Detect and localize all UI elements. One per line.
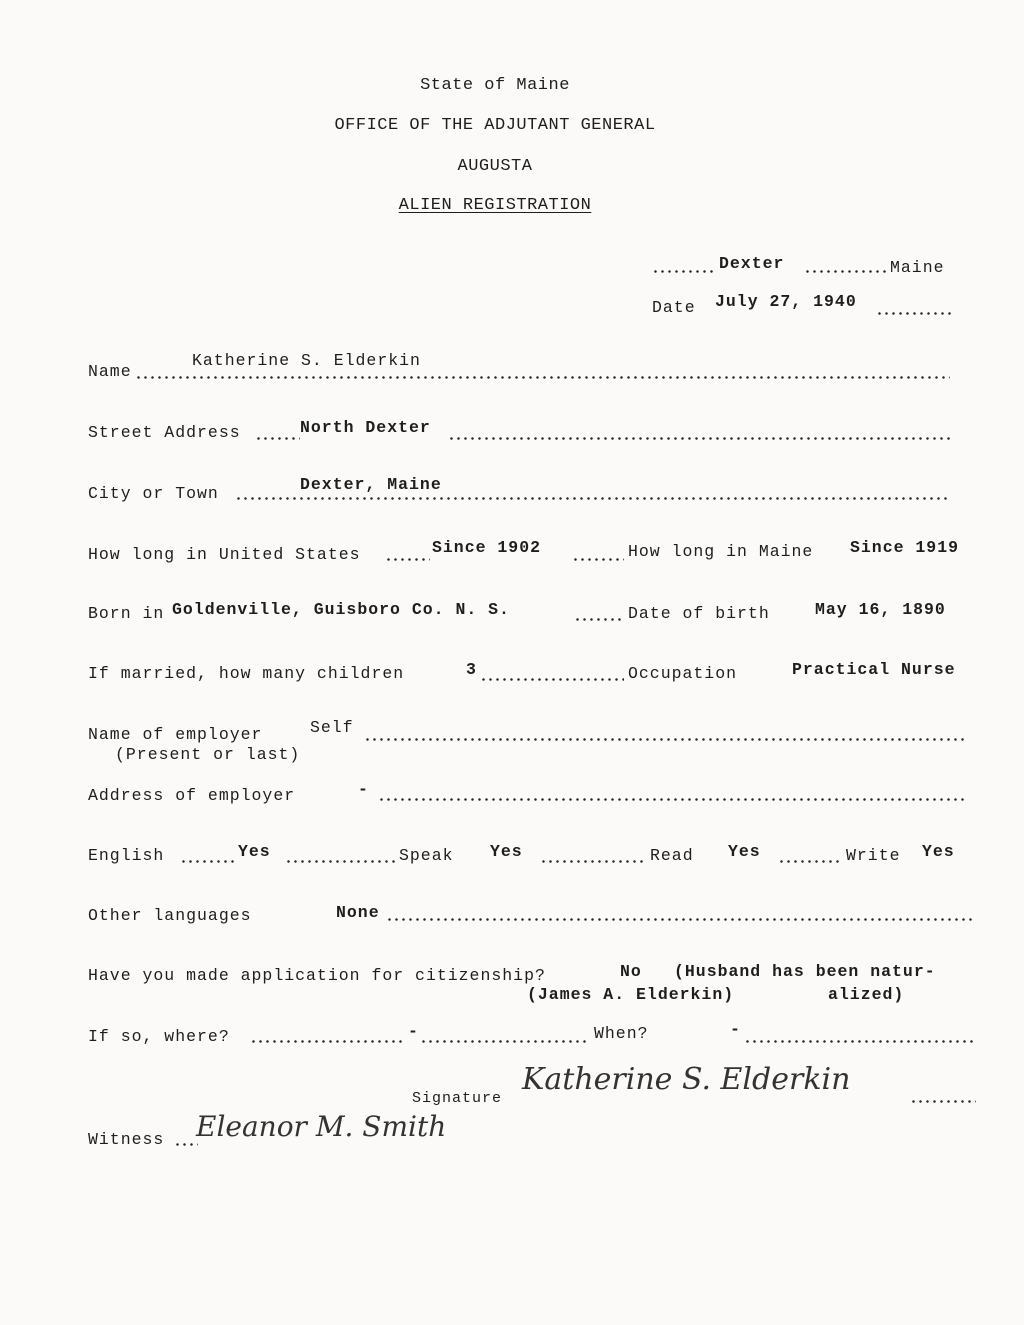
read-value: Yes	[728, 842, 761, 861]
us-label: How long in United States	[88, 545, 361, 564]
dot-leader	[174, 1143, 198, 1146]
dot-leader	[420, 1040, 590, 1043]
citizenship-note-end: alized)	[828, 985, 905, 1004]
husband-name: (James A. Elderkin)	[527, 985, 735, 1004]
dot-leader	[744, 1040, 976, 1043]
state-heading: State of Maine	[420, 76, 570, 95]
employer-address-label: Address of employer	[88, 786, 296, 805]
employer-value: Self	[310, 718, 354, 737]
dot-leader	[250, 1040, 406, 1043]
english-label: English	[88, 846, 165, 865]
dot-leader	[572, 558, 624, 561]
other-languages-label: Other languages	[88, 906, 252, 925]
name-value: Katherine S. Elderkin	[192, 351, 421, 370]
state-label: Maine	[890, 258, 945, 277]
read-label: Read	[650, 846, 694, 865]
born-label: Born in	[88, 604, 165, 623]
when-label: When?	[594, 1024, 649, 1043]
dob-label: Date of birth	[628, 604, 770, 623]
write-label: Write	[846, 846, 901, 865]
dot-leader	[876, 312, 952, 315]
dot-leader	[180, 860, 235, 863]
us-value: Since 1902	[432, 538, 542, 557]
name-label: Name	[88, 362, 132, 381]
dot-leader	[255, 437, 300, 440]
form-title: ALIEN REGISTRATION	[398, 196, 592, 215]
city-label: City or Town	[88, 484, 219, 503]
street-value: North Dexter	[300, 418, 431, 437]
signature: Katherine S. Elderkin	[522, 1062, 851, 1097]
occupation-label: Occupation	[628, 664, 738, 683]
dot-leader	[378, 798, 964, 801]
english-value: Yes	[238, 842, 271, 861]
born-value: Goldenville, Guisboro Co. N. S.	[172, 600, 510, 619]
other-languages-value: None	[336, 903, 380, 922]
dot-leader	[652, 270, 716, 273]
employer-sublabel: (Present or last)	[115, 745, 301, 764]
dot-leader	[480, 678, 624, 681]
date-label: Date	[652, 298, 696, 317]
maine-label: How long in Maine	[628, 542, 814, 561]
citizenship-value: No	[620, 962, 642, 981]
speak-label: Speak	[399, 846, 454, 865]
city-heading: AUGUSTA	[457, 157, 533, 176]
witness-label: Witness	[88, 1130, 165, 1149]
dot-leader	[804, 270, 886, 273]
witness-signature: Eleanor M. Smith	[196, 1110, 447, 1143]
street-label: Street Address	[88, 423, 241, 442]
occupation-value: Practical Nurse	[792, 660, 956, 679]
maine-value: Since 1919	[850, 538, 960, 557]
children-value: 3	[466, 660, 477, 679]
citizenship-label: Have you made application for citizenship?	[88, 966, 546, 985]
signature-label: Signature	[412, 1090, 503, 1107]
dot-leader	[235, 497, 950, 500]
where-label: If so, where?	[88, 1027, 230, 1046]
write-value: Yes	[922, 842, 955, 861]
town-value: Dexter	[719, 254, 785, 273]
dot-leader	[448, 437, 950, 440]
dot-leader	[778, 860, 842, 863]
date-value: July 27, 1940	[715, 292, 857, 311]
speak-value: Yes	[490, 842, 523, 861]
dot-leader	[540, 860, 646, 863]
dot-leader	[386, 918, 976, 921]
dot-leader	[135, 376, 950, 379]
when-value: -	[730, 1020, 741, 1039]
dot-leader	[385, 558, 430, 561]
dob-value: May 16, 1890	[815, 600, 946, 619]
city-value: Dexter, Maine	[300, 475, 442, 494]
dot-leader	[285, 860, 397, 863]
citizenship-note: (Husband has been natur-	[674, 962, 936, 981]
employer-address-value: -	[358, 780, 369, 799]
dot-leader	[910, 1100, 976, 1103]
employer-label: Name of employer	[88, 725, 263, 744]
children-label: If married, how many children	[88, 664, 405, 683]
office-heading: OFFICE OF THE ADJUTANT GENERAL	[334, 116, 656, 135]
dot-leader	[364, 738, 964, 741]
dot-leader	[574, 618, 624, 621]
where-value: -	[408, 1022, 419, 1041]
